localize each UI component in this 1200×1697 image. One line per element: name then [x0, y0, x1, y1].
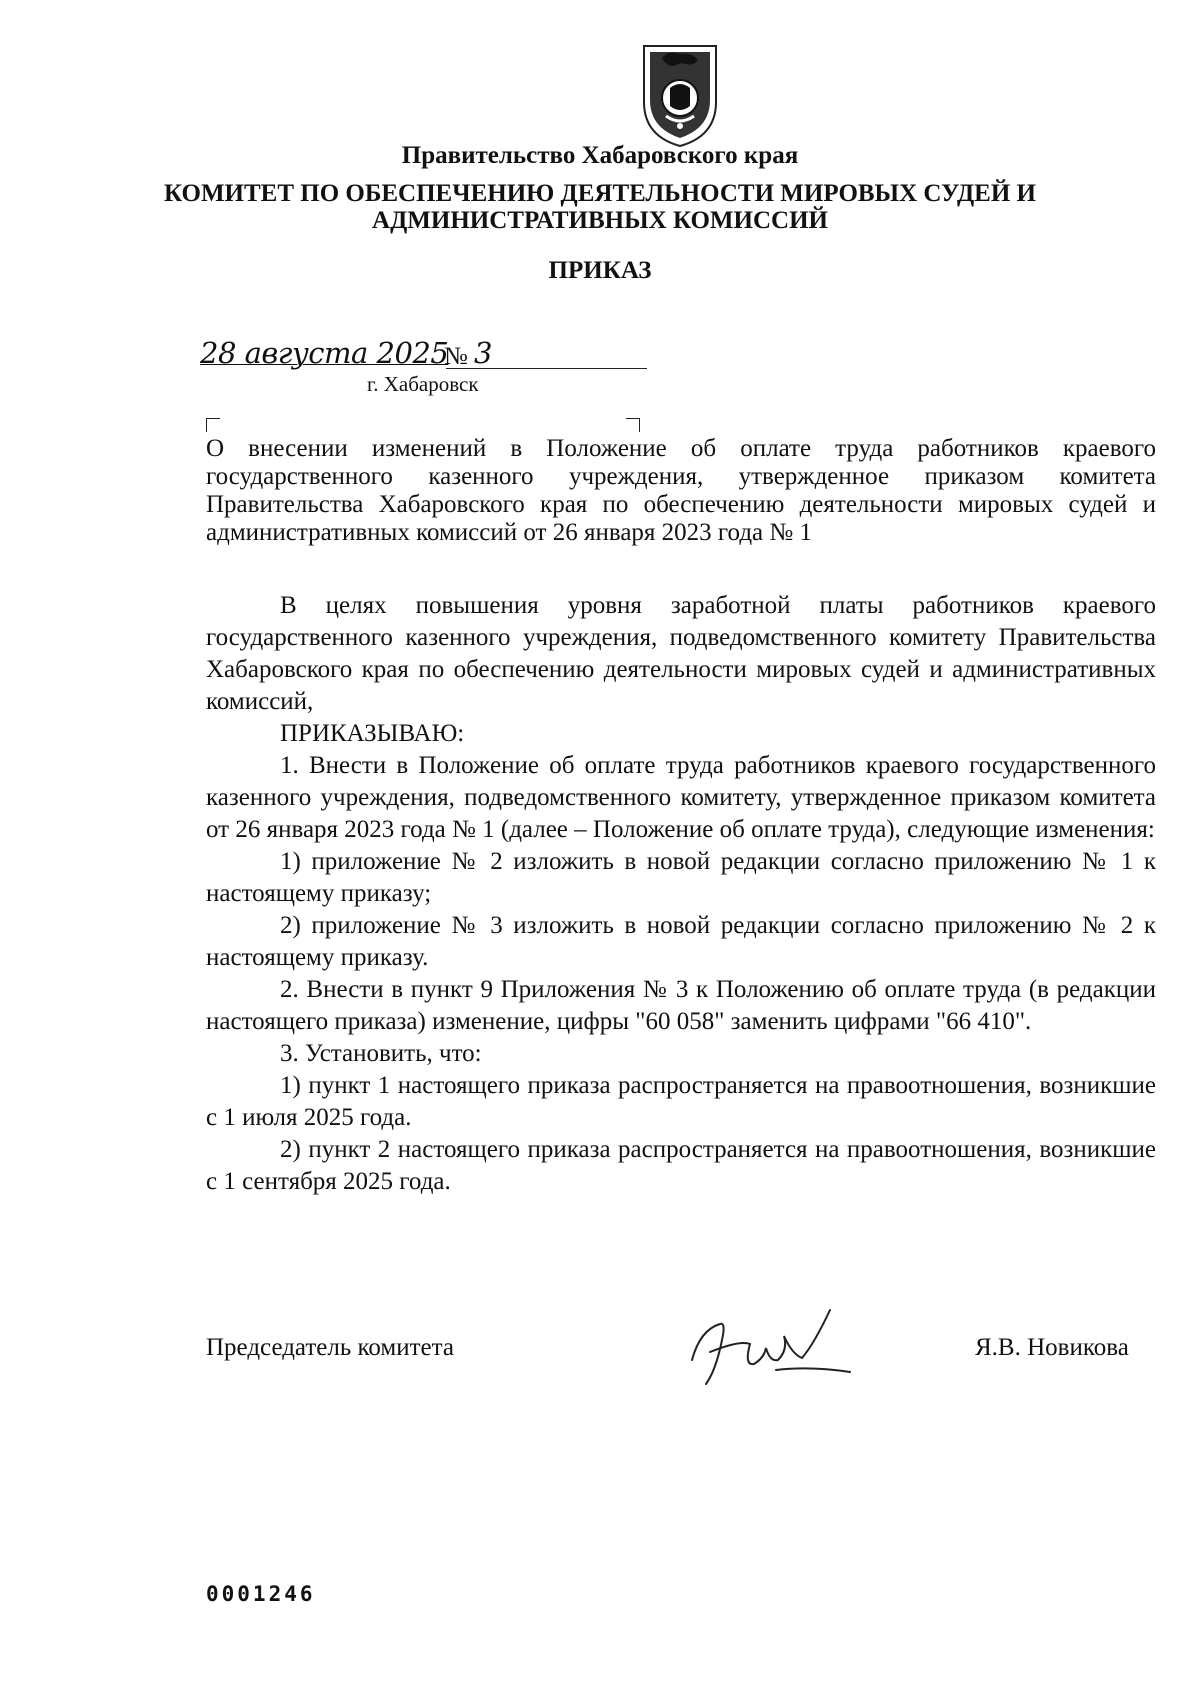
item-3: 3. Установить, что: — [280, 1040, 482, 1067]
signatory-title: Председатель комитета — [206, 1334, 454, 1361]
government-name: Правительство Хабаровского края — [401, 142, 799, 169]
handwritten-signature — [680, 1300, 860, 1392]
item-2: 2. Внести в пункт 9 Приложения № 3 к Положению об оплате труда (в редакции настоящего приказа) изменение, цифры "60 058" заменить цифрами "66 410". — [206, 976, 1156, 1035]
item-1-sub-2: 2) приложение № 3 изложить в новой редакции согласно приложению № 2 к настоящему приказу. — [206, 912, 1156, 971]
subject-text: О внесении изменений в Положение об оплате труда работников краевого государственного казенного учреждения, утвержденное приказом комитета Правительства Хабаровского края по обеспечению деятельности мировых судей и административных комиссий от 26 января 2023 года № 1 — [206, 435, 1156, 546]
subject-bracket-left — [206, 418, 220, 432]
signatory-name: Я.В. Новикова — [975, 1334, 1129, 1361]
item-1-sub-1: 1) приложение № 2 изложить в новой редакции согласно приложению № 1 к настоящему приказу; — [206, 848, 1156, 907]
item-1: 1. Внести в Положение об оплате труда работников краевого государственного казенного учреждения, подведомственного комитету, утвержденное приказом комитета от 26 января 2023 года № 1 (далее – Положение об оплате труда), следующие изменения: — [206, 752, 1156, 843]
subject-bracket-right — [626, 418, 640, 432]
committee-name-line2: АДМИНИСТРАТИВНЫХ КОМИССИЙ — [372, 207, 828, 234]
city: г. Хабаровск — [367, 372, 479, 396]
document-body — [206, 590, 1156, 1198]
document-type: ПРИКАЗ — [548, 257, 652, 284]
number-underline — [446, 368, 647, 369]
document-serial-number: 0001246 — [206, 1582, 316, 1606]
handwritten-number: 3 — [474, 336, 493, 370]
coat-of-arms-icon — [636, 40, 724, 150]
order-word: ПРИКАЗЫВАЮ: — [280, 720, 465, 747]
number-label: № — [444, 343, 468, 370]
preamble-paragraph: В целях повышения уровня заработной платы работников краевого государственного казенного учреждения, подведомственного комитету Правительства Хабаровского края по обеспечению деятельности мировых судей и административных комиссий, — [206, 592, 1156, 715]
item-3-sub-2: 2) пункт 2 настоящего приказа распространяется на правоотношения, возникшие с 1 сентября 2025 года. — [206, 1136, 1156, 1195]
handwritten-date: 28 августа 2025 — [200, 336, 449, 370]
committee-name-line1: КОМИТЕТ ПО ОБЕСПЕЧЕНИЮ ДЕЯТЕЛЬНОСТИ МИРОВЫХ СУДЕЙ И — [164, 180, 1036, 207]
item-3-sub-1: 1) пункт 1 настоящего приказа распространяется на правоотношения, возникшие с 1 июля 2025 года. — [206, 1072, 1156, 1131]
